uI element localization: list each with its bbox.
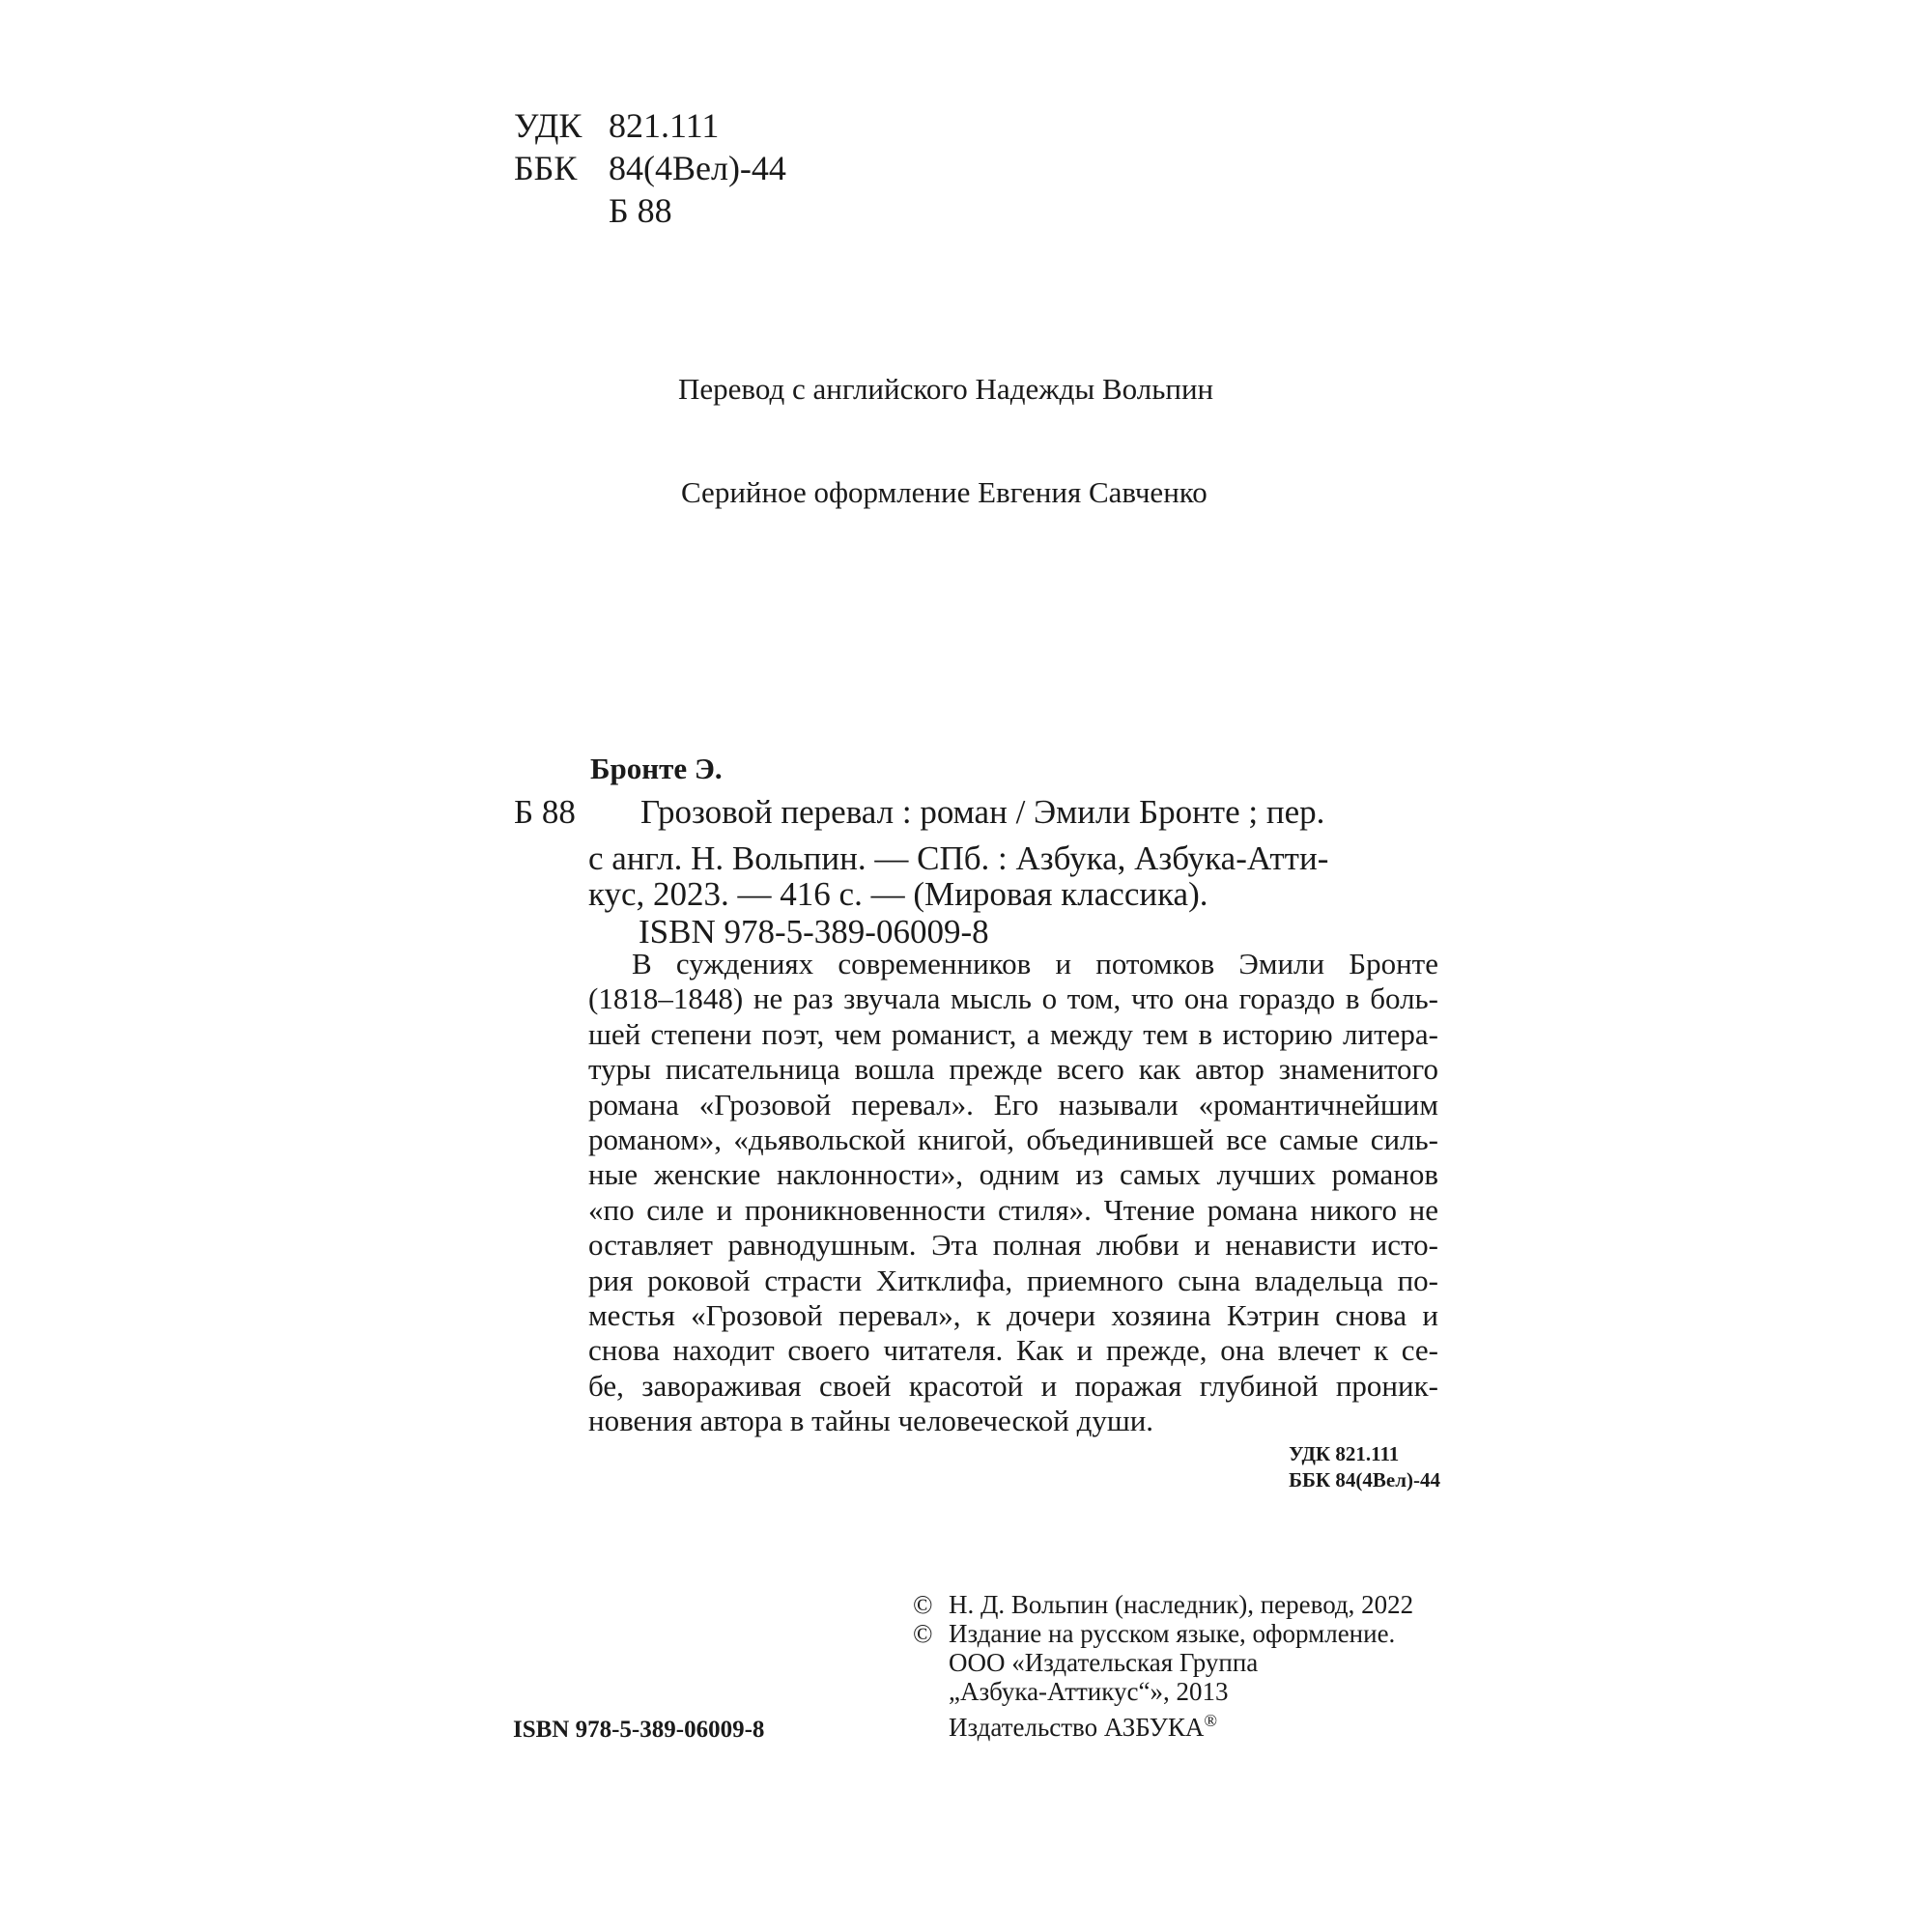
annotation-line: бе, завораживая своей красотой и поражая глубиной проник- xyxy=(588,1368,1438,1403)
copyright-block xyxy=(913,1590,1413,1742)
annotation-line: романом», «дьявольской книгой, объединившей все самые силь- xyxy=(588,1122,1438,1157)
udk-label: УДК xyxy=(514,106,582,145)
copyright-row-2 xyxy=(913,1619,1413,1648)
registered-mark: ® xyxy=(1204,1711,1218,1730)
bib-mark: Б 88 xyxy=(514,793,576,831)
copyright-publisher-1: ООО «Издательская Группа xyxy=(949,1648,1259,1677)
annotation-line: снова находит своего читателя. Как и прежде, она влечет к се- xyxy=(588,1333,1438,1368)
copyright-edition: Издание на русском языке, оформление. xyxy=(949,1619,1396,1648)
design-credit: Серийное оформление Евгения Савченко xyxy=(681,475,1208,509)
annotation-line: В суждениях современников и потомков Эмили Бронте xyxy=(632,947,1438,980)
copyright-translation: Н. Д. Вольпин (наследник), перевод, 2022 xyxy=(949,1590,1414,1619)
isbn-bottom: ISBN 978-5-389-06009-8 xyxy=(513,1717,765,1743)
bib-line-2: с англ. Н. Вольпин. — СПб. : Азбука, Азбука-Атти- xyxy=(588,839,1329,877)
author-mark-row xyxy=(514,189,786,232)
bbk-value: 84(4Вел)-44 xyxy=(609,149,786,187)
annotation-line: «по силе и проникновенности стиля». Чтение романа никого не xyxy=(588,1192,1438,1227)
annotation-line: шей степени поэт, чем романист, а между тем в историю литера- xyxy=(588,1016,1438,1051)
index-udk: УДК 821.111 xyxy=(1289,1442,1400,1465)
annotation-line: местья «Грозовой перевал», к дочери хозяина Кэтрин снова и xyxy=(588,1298,1438,1333)
copyright-symbol: © xyxy=(913,1590,933,1619)
bib-isbn: ISBN 978-5-389-06009-8 xyxy=(639,913,989,951)
bib-line-1: Грозовой перевал : роман / Эмили Бронте ; пер. xyxy=(640,793,1325,831)
bbk-label: ББК xyxy=(514,149,578,187)
annotation-line: романа «Грозовой перевал». Его называли «романтичнейшим xyxy=(588,1087,1438,1122)
translation-credit: Перевод с английского Надежды Вольпин xyxy=(678,372,1214,406)
bib-line-3: кус, 2023. — 416 с. — (Мировая классика). xyxy=(588,875,1208,913)
annotation-line: рия роковой страсти Хитклифа, приемного сына владельца по- xyxy=(588,1263,1438,1297)
copyright-publisher-3 xyxy=(913,1706,1413,1742)
udk-value: 821.111 xyxy=(609,106,720,145)
annotation-line: новения автора в тайны человеческой души. xyxy=(588,1404,1154,1438)
classification-block xyxy=(514,104,786,232)
index-codes xyxy=(1289,1441,1440,1493)
annotation-line: ные женские наклонности», одним из самых лучших романов xyxy=(588,1157,1438,1192)
udk-row xyxy=(514,104,786,147)
bbk-row xyxy=(514,147,786,189)
author-heading: Бронте Э. xyxy=(590,752,723,785)
index-bbk: ББК 84(4Вел)-44 xyxy=(1289,1468,1440,1492)
publisher-name: Издательство АЗБУКА xyxy=(949,1713,1205,1742)
author-mark: Б 88 xyxy=(609,191,672,230)
copyright-symbol: © xyxy=(913,1619,933,1648)
annotation-line: (1818–1848) не раз звучала мысль о том, что она гораздо в боль- xyxy=(588,981,1438,1016)
copyright-publisher-2: „Азбука-Аттикус“», 2013 xyxy=(949,1677,1229,1706)
copyright-row-1 xyxy=(913,1590,1413,1619)
annotation xyxy=(588,947,1438,1439)
annotation-line: туры писательница вошла прежде всего как автор знаменитого xyxy=(588,1052,1438,1087)
annotation-line: оставляет равнодушным. Эта полная любви и ненависти исто- xyxy=(588,1228,1438,1263)
